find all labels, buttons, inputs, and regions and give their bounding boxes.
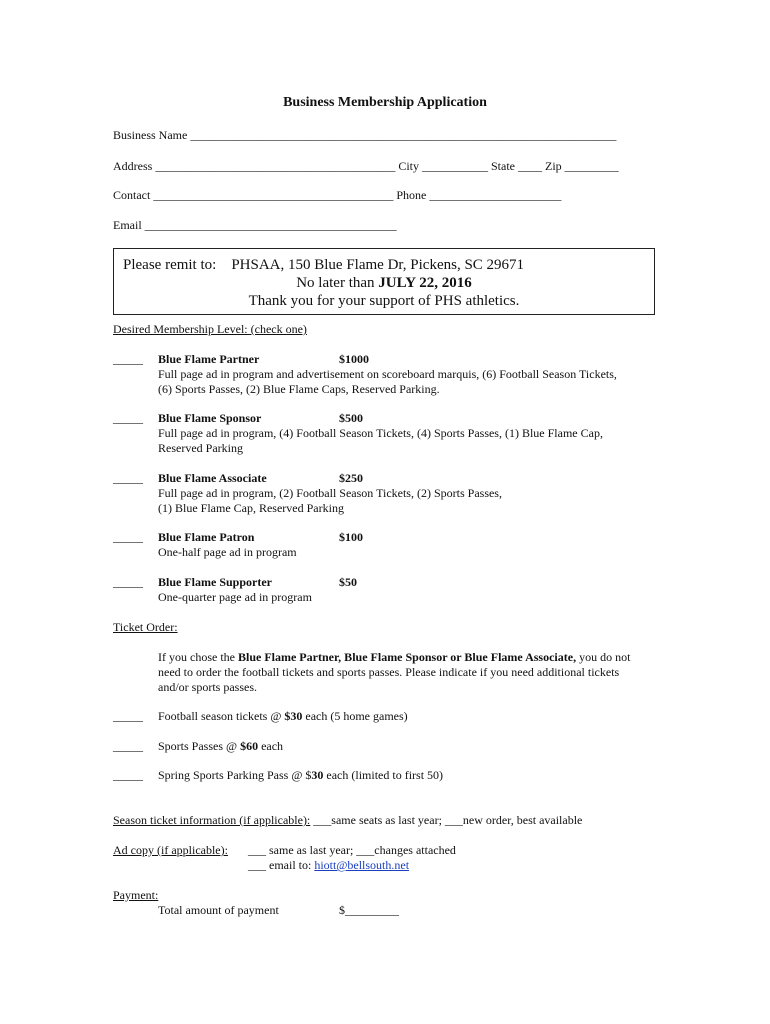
level-name-associate: Blue Flame Associate [158, 471, 267, 485]
ticket-note-line1 [158, 650, 630, 665]
level-checkbox-partner[interactable]: _____ [113, 352, 143, 366]
level-checkbox-associate[interactable]: _____ [113, 471, 143, 485]
level-desc-supporter-1: One-quarter page ad in program [158, 590, 312, 604]
membership-heading: Desired Membership Level: (check one) [113, 322, 307, 336]
remit-deadline: JULY 22, 2016 [378, 275, 472, 291]
season-info-label: Season ticket information (if applicable): [113, 813, 311, 827]
level-desc-sponsor-1: Full page ad in program, (4) Football Season Tickets, (4) Sports Passes, (1) Blue Flame Cap, [158, 426, 603, 440]
level-price-patron: $100 [339, 530, 363, 544]
remit-line-address [123, 256, 524, 274]
ticket-item-football [158, 709, 408, 724]
ticket-note-suffix: you do not [576, 650, 631, 664]
ticket-football-price: $30 [284, 709, 303, 723]
ticket-blank-football[interactable]: _____ [113, 709, 143, 723]
level-price-supporter: $50 [339, 575, 357, 589]
remit-label: Please remit to: [123, 257, 217, 273]
level-checkbox-patron[interactable]: _____ [113, 530, 143, 544]
level-name-patron: Blue Flame Patron [158, 530, 255, 544]
ticket-parking-prefix: Spring Sports Parking Pass @ $ [158, 768, 312, 782]
adcopy-line2 [248, 858, 409, 873]
adcopy-email-link[interactable]: hiott@bellsouth.net [314, 858, 410, 872]
remit-deadline-line [114, 274, 654, 292]
level-name-sponsor: Blue Flame Sponsor [158, 411, 262, 425]
level-price-partner: $1000 [339, 352, 369, 366]
ticket-football-suffix: each (5 home games) [302, 709, 408, 723]
adcopy-line1[interactable]: ___ same as last year; ___changes attached [248, 843, 456, 857]
adcopy-label: Ad copy (if applicable): [113, 843, 228, 857]
ticket-parking-price: 30 [311, 768, 324, 782]
ticket-note-line2: need to order the football tickets and sports passes. Please indicate if you need additional tickets [158, 665, 620, 679]
ticket-item-sports [158, 739, 283, 754]
level-desc-sponsor-2: Reserved Parking [158, 441, 243, 455]
ticket-heading: Ticket Order: [113, 620, 178, 634]
contact-field[interactable]: Contact ________________________________________ Phone ______________________ [113, 188, 562, 202]
level-name-supporter: Blue Flame Supporter [158, 575, 272, 589]
level-desc-associate-1: Full page ad in program, (2) Football Season Tickets, (2) Sports Passes, [158, 486, 502, 500]
ticket-blank-sports[interactable]: _____ [113, 739, 143, 753]
email-field[interactable]: Email __________________________________________ [113, 218, 397, 232]
ticket-note-prefix: If you chose the [158, 650, 238, 664]
season-info-options[interactable]: ___same seats as last year; ___new order, best available [310, 813, 583, 827]
level-price-associate: $250 [339, 471, 363, 485]
address-field[interactable]: Address ________________________________________ City ___________ State ____ Zip _________ [113, 159, 619, 173]
level-desc-associate-2: (1) Blue Flame Cap, Reserved Parking [158, 501, 344, 515]
ticket-sports-prefix: Sports Passes @ [158, 739, 241, 753]
level-price-sponsor: $500 [339, 411, 363, 425]
payment-label: Payment: [113, 888, 159, 902]
level-name-partner: Blue Flame Partner [158, 352, 260, 366]
ticket-blank-parking[interactable]: _____ [113, 768, 143, 782]
payment-total-field[interactable]: $_________ [339, 903, 399, 917]
adcopy-line2-prefix[interactable]: ___ email to: [248, 858, 315, 872]
season-info-line [113, 813, 582, 828]
remit-deadline-prefix: No later than [296, 275, 379, 291]
payment-total-label: Total amount of payment [158, 903, 279, 917]
remit-address: PHSAA, 150 Blue Flame Dr, Pickens, SC 29671 [231, 257, 525, 273]
page-title: Business Membership Application [283, 95, 487, 110]
ticket-item-parking [158, 768, 443, 783]
remit-thanks: Thank you for your support of PHS athletics. [248, 293, 520, 309]
level-desc-partner-1: Full page ad in program and advertisement on scoreboard marquis, (6) Football Season Tickets, [158, 367, 617, 381]
ticket-sports-suffix: each [258, 739, 284, 753]
ticket-note-bold: Blue Flame Partner, Blue Flame Sponsor or Blue Flame Associate, [237, 650, 577, 664]
level-desc-partner-2: (6) Sports Passes, (2) Blue Flame Caps, Reserved Parking. [158, 382, 440, 396]
ticket-football-prefix: Football season tickets @ [158, 709, 285, 723]
ticket-sports-price: $60 [240, 739, 259, 753]
ticket-parking-suffix: each (limited to first 50) [323, 768, 444, 782]
level-checkbox-sponsor[interactable]: _____ [113, 411, 143, 425]
ticket-note-line3: and/or sports passes. [158, 680, 257, 694]
level-checkbox-supporter[interactable]: _____ [113, 575, 143, 589]
level-desc-patron-1: One-half page ad in program [158, 545, 297, 559]
remit-box [113, 248, 655, 315]
business-name-field[interactable]: Business Name _______________________________________________________________________ [113, 128, 617, 142]
